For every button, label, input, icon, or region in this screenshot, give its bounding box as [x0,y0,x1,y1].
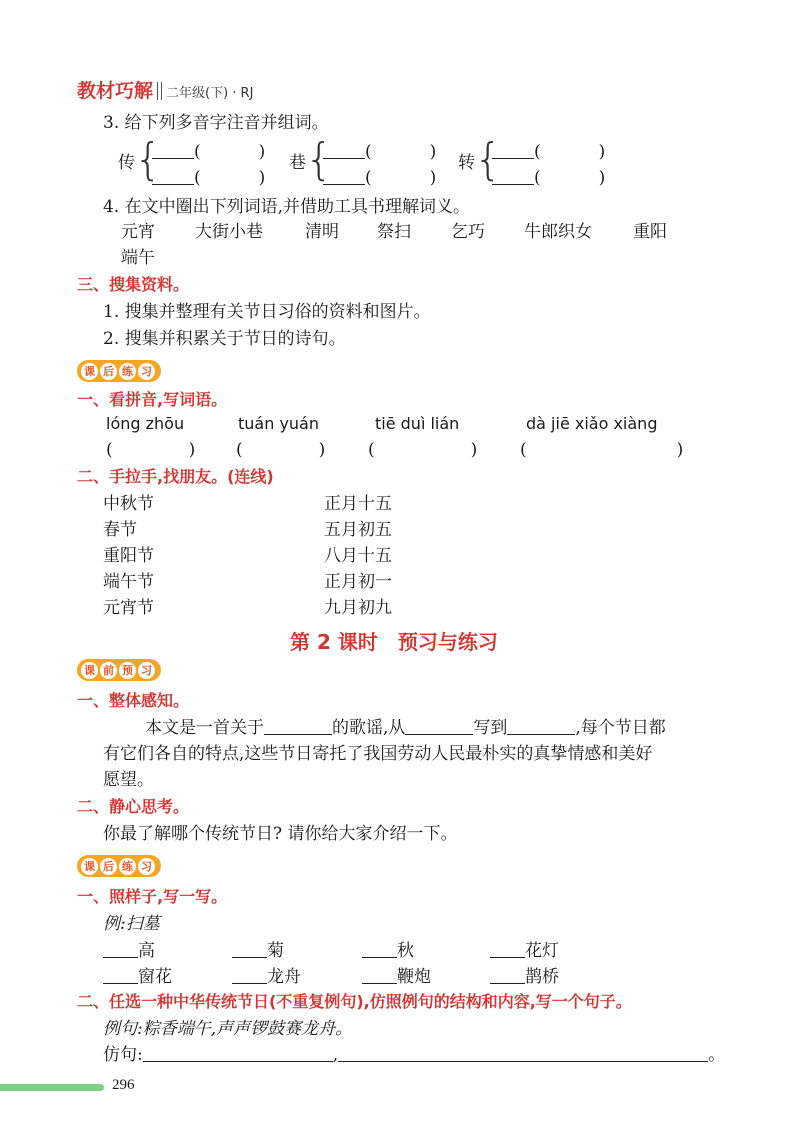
page-header [77,76,253,103]
festival-name[interactable]: 重阳节 [103,546,154,566]
section-title: 一、整体感知。 [77,691,190,710]
fill-word: 秋 [362,939,414,963]
poly-char: 巷 [289,153,306,173]
section-title: 三、搜集资料。 [77,275,190,294]
festival-date[interactable]: 八月十五 [324,546,392,566]
fill-blank[interactable] [264,716,332,735]
pinyin-item: lóng zhōu [106,414,185,433]
festival-date[interactable]: 九月初九 [324,598,392,618]
answer-parens[interactable]: ( ) [520,440,684,460]
section-title: 二、手拉手,找朋友。(连线) [77,467,274,486]
grade-label: 二年级(下) · RJ [166,86,254,101]
word-blank[interactable] [323,140,365,159]
poly-char: 转 [458,153,475,173]
header-divider [157,82,162,100]
fill-blank[interactable] [405,716,473,735]
fill-word: 菊 [232,939,284,963]
vocab-word: 牛郎织女 [524,222,592,242]
example-text: 例:扫墓 [103,914,160,934]
section-title: 一、照样子,写一写。 [77,887,228,906]
paragraph-line: 愿望。 [103,770,154,790]
word-blank[interactable] [492,166,534,185]
answer-parens[interactable]: ( ) [106,440,196,460]
imitate-line: 仿句: , 。 [103,1045,726,1065]
poly-char: 传 [118,153,135,173]
paragraph-line: 本文是一首关于 的歌谣,从 写到 ,每个节日都 [145,718,666,738]
vocab-word: 祭扫 [377,222,411,242]
brace: { [305,134,333,185]
word-blank[interactable] [152,166,194,185]
pinyin-item: tiē duì lián [375,414,460,433]
after-class-badge: 课 后 练 习 [77,855,161,877]
brace: { [134,134,162,185]
vocab-word: 清明 [305,222,339,242]
section-title: 一、看拼音,写词语。 [77,390,228,409]
word-blank[interactable] [152,140,194,159]
list-item: 1. 搜集并整理有关节日习俗的资料和图片。 [103,302,431,322]
list-item: 2. 搜集并积累关于节日的诗句。 [103,329,346,349]
word-blank[interactable] [323,166,365,185]
pre-class-badge: 课 前 预 习 [77,659,161,681]
answer-parens[interactable]: ( ) [236,440,326,460]
festival-date[interactable]: 正月十五 [324,494,392,514]
fill-word: 花灯 [490,939,559,963]
pinyin-item: dà jiē xiǎo xiàng [526,414,658,433]
question-text: 你最了解哪个传统节日? 请你给大家介绍一下。 [103,824,458,844]
book-title: 教材巧解 [77,80,154,102]
festival-date[interactable]: 正月初一 [324,572,392,592]
fill-word: 龙舟 [232,965,301,989]
lesson-heading: 第 2 课时 预习与练习 [290,630,498,654]
festival-name[interactable]: 中秋节 [103,494,154,514]
q3-prompt: 3. 给下列多音字注音并组词。 [103,113,329,133]
festival-name[interactable]: 元宵节 [103,598,154,618]
sentence-blank[interactable] [338,1043,708,1062]
fill-word: 鞭炮 [362,965,431,989]
section-title: 二、静心思考。 [77,797,190,816]
sentence-blank[interactable] [143,1043,333,1062]
q4-prompt: 4. 在文中圈出下列词语,并借助工具书理解词义。 [103,197,471,217]
brace: { [474,134,502,185]
word-blank[interactable] [492,140,534,159]
vocab-word: 大街小巷 [195,222,263,242]
page-number: 296 [112,1077,135,1093]
fill-word: 鹊桥 [490,965,559,989]
paragraph-line: 有它们各自的特点,这些节日寄托了我国劳动人民最朴实的真挚情感和美好 [103,744,653,764]
vocab-word: 乞巧 [451,222,485,242]
festival-date[interactable]: 五月初五 [324,520,392,540]
pinyin-item: tuán yuán [238,414,319,433]
fill-blank[interactable] [507,716,575,735]
vocab-word: 元宵 [121,222,155,242]
festival-name[interactable]: 端午节 [103,572,154,592]
vocab-word: 端午 [121,248,155,268]
footer-bar [0,1084,104,1091]
section-title: 二、任选一种中华传统节日(不重复例句),仿照例句的结构和内容,写一个句子。 [77,992,632,1011]
after-class-badge: 课 后 练 习 [77,360,161,382]
example-sentence: 例句:粽香端午,声声锣鼓赛龙舟。 [103,1019,353,1039]
vocab-word: 重阳 [633,222,667,242]
fill-word: 窗花 [103,965,172,989]
fill-word: 高 [103,939,155,963]
festival-name[interactable]: 春节 [103,520,137,540]
answer-parens[interactable]: ( ) [368,440,478,460]
